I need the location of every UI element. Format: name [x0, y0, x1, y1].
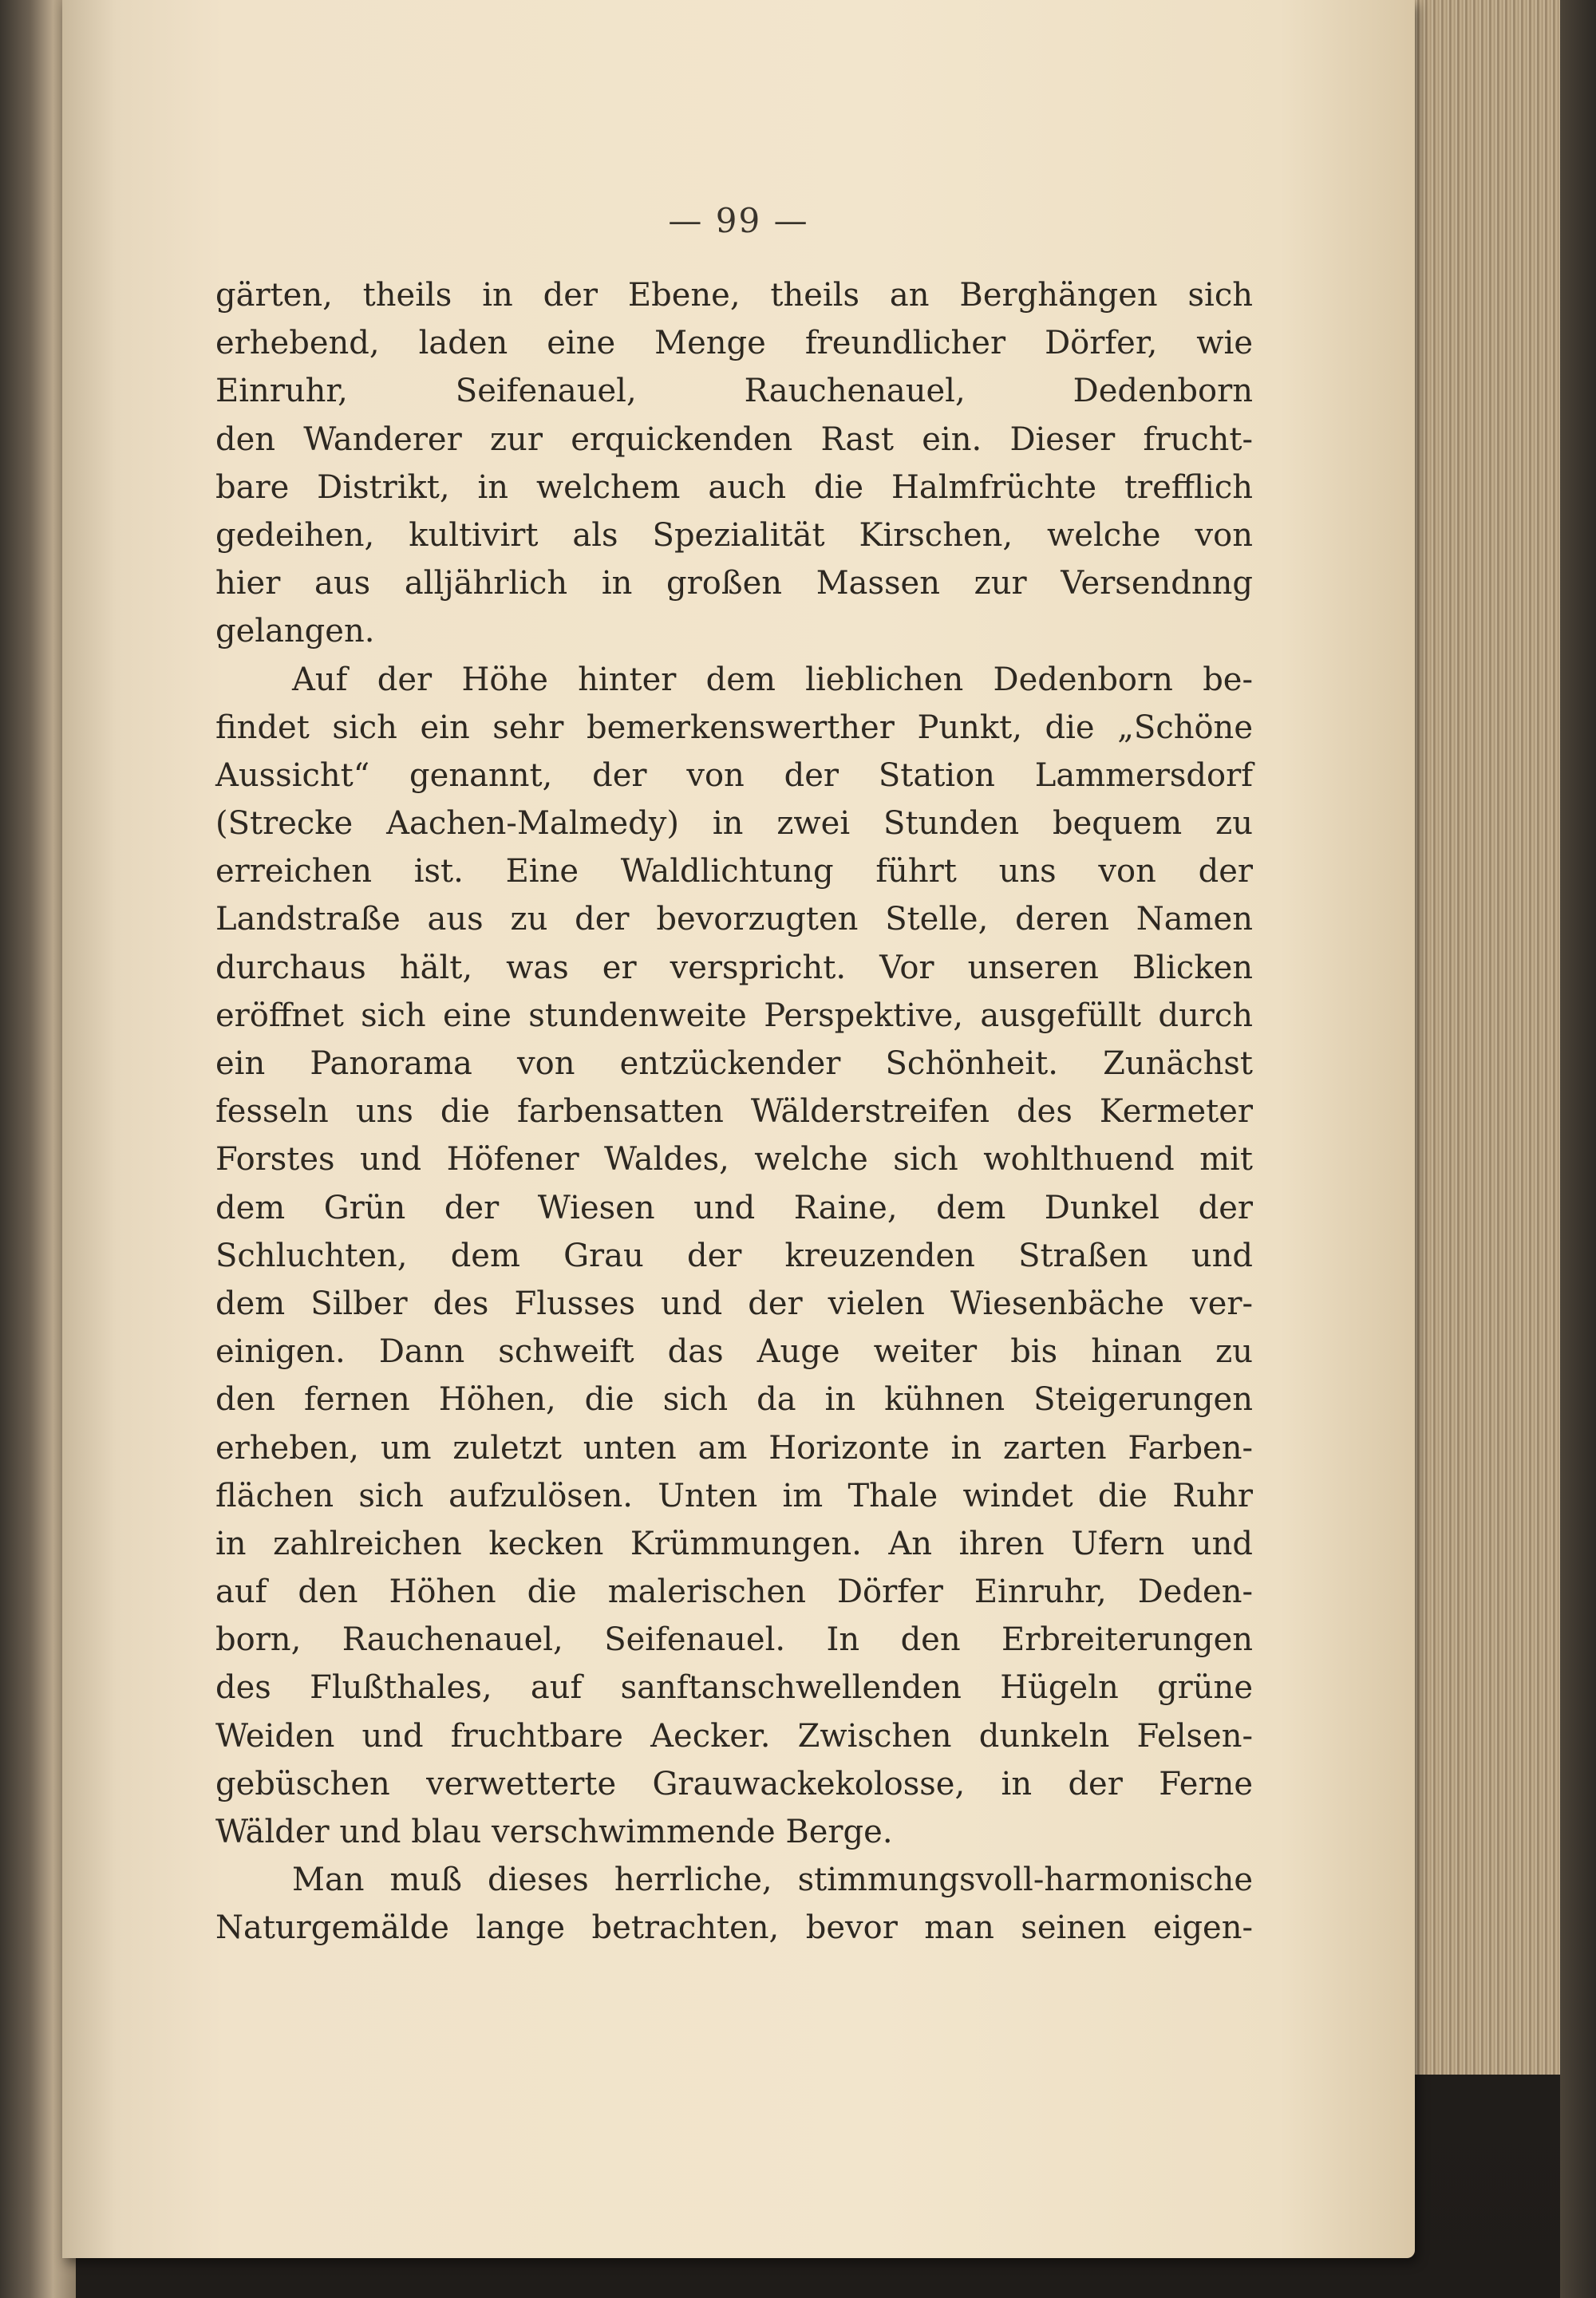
paragraph-3 — [215, 1856, 1253, 1952]
text-line: Naturgemälde lange betrachten, bevor man seinen eigen- — [215, 1909, 1253, 1947]
text-line: fesseln uns die farbensatten Wälderstreifen des Kermeter — [215, 1093, 1253, 1131]
book-page — [62, 0, 1415, 2258]
text-line: gärten, theils in der Ebene, theils an Berghängen sich — [215, 277, 1253, 314]
text-line: Forstes und Höfener Waldes, welche sich wohlthuend mit — [215, 1141, 1253, 1179]
text-line: (Strecke Aachen-Malmedy) in zwei Stunden bequem zu — [215, 805, 1253, 843]
text-line: gebüschen verwetterte Grauwackekolosse, in der Ferne — [215, 1765, 1253, 1802]
text-line: des Flußthales, auf sanftanschwellenden Hügeln grüne — [215, 1669, 1253, 1707]
text-line: Landstraße aus zu der bevorzugten Stelle, deren Namen — [215, 901, 1253, 938]
book-cover-edge — [1560, 0, 1596, 2298]
text-line: Auf der Höhe hinter dem lieblichen Dedenborn be- — [292, 661, 1253, 698]
text-line: Aussicht“ genannt, der von der Station Lammersdorf — [215, 756, 1253, 794]
text-line: auf den Höhen die malerischen Dörfer Einruhr, Deden- — [215, 1573, 1253, 1611]
text-line: den Wanderer zur erquickenden Rast ein. Dieser frucht- — [215, 421, 1253, 458]
text-line: dem Grün der Wiesen und Raine, dem Dunkel der — [215, 1189, 1253, 1226]
text-line: bare Distrikt, in welchem auch die Halmfrüchte trefflich — [215, 468, 1253, 506]
text-line: Schluchten, dem Grau der kreuzenden Straßen und — [215, 1237, 1253, 1274]
paragraph-2 — [215, 656, 1253, 1857]
text-line: born, Rauchenauel, Seifenauel. In den Erbreiterungen — [215, 1621, 1253, 1659]
text-line: erhebend, laden eine Menge freundlicher Dörfer, wie — [215, 325, 1253, 362]
text-line: gedeihen, kultivirt als Spezialität Kirschen, welche von — [215, 516, 1253, 554]
text-line: erheben, um zuletzt unten am Horizonte in zarten Farben- — [215, 1429, 1253, 1467]
page-number: — 99 — — [668, 201, 809, 240]
text-line: erreichen ist. Eine Waldlichtung führt uns von der — [215, 853, 1253, 890]
text-line: ein Panorama von entzückender Schönheit. Zunächst — [215, 1045, 1253, 1082]
text-line: Wälder und blau verschwimmende Berge. — [215, 1814, 893, 1850]
text-line: eröffnet sich eine stundenweite Perspektive, ausgefüllt durch — [215, 997, 1253, 1034]
text-line: gelangen. — [215, 613, 375, 650]
text-line: findet sich ein sehr bemerkenswerther Punkt, die „Schöne — [215, 709, 1253, 746]
text-line: hier aus alljährlich in großen Massen zur Versendnng — [215, 565, 1253, 602]
text-line: Einruhr, Seifenauel, Rauchenauel, Dedenborn — [215, 373, 1253, 410]
text-line: Weiden und fruchtbare Aecker. Zwischen dunkeln Felsen- — [215, 1717, 1253, 1755]
text-line: den fernen Höhen, die sich da in kühnen Steigerungen — [215, 1381, 1253, 1419]
body-text — [215, 271, 1253, 1953]
text-line: dem Silber des Flusses und der vielen Wiesenbäche ver- — [215, 1285, 1253, 1322]
text-line: Man muß dieses herrliche, stimmungsvoll-harmonische — [292, 1862, 1253, 1899]
paragraph-1 — [215, 271, 1253, 656]
text-line: flächen sich aufzulösen. Unten im Thale windet die Ruhr — [215, 1477, 1253, 1514]
text-line: in zahlreichen kecken Krümmungen. An ihren Ufern und — [215, 1525, 1253, 1562]
text-line: einigen. Dann schweift das Auge weiter bis hinan zu — [215, 1333, 1253, 1371]
text-line: durchaus hält, was er verspricht. Vor unseren Blicken — [215, 949, 1253, 986]
